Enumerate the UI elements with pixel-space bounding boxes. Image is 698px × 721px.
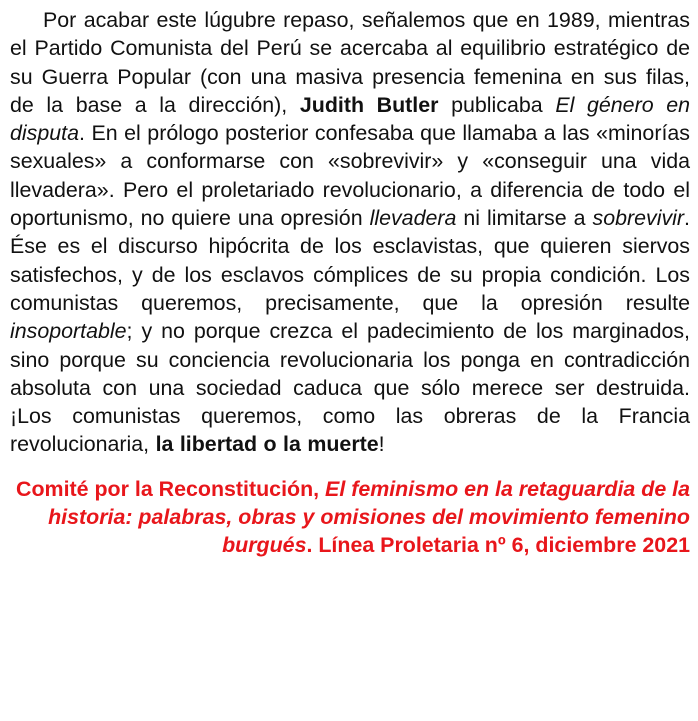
emphasis-sobrevivir: sobrevivir — [592, 206, 685, 231]
text-segment-5: . Ése es el discurso hipócrita de los esclavistas, que quieren siervos satisfechos, y de los esclavos cómplices de su propia condición. Los comunistas queremos, precisamente, que la opresión resulte — [10, 206, 690, 315]
document-page — [10, 6, 690, 560]
emphasis-llevadera: llevadera — [369, 206, 457, 231]
citation-rest: . Línea Proletaria nº 6, diciembre 2021 — [306, 533, 690, 558]
citation-title: El feminismo en la retaguardia de la historia: palabras, obras y omisiones del movimiento femenino burgués — [48, 476, 690, 558]
text-segment-1: Por acabar este lúgubre repaso, señalemos que en 1989, mientras el Partido Comunista del Perú se acercaba al equilibrio estratégico de su Guerra Popular (con una masiva presencia femenina en sus filas, de la base a la dirección), — [10, 8, 690, 117]
emphasis-insoportable: insoportable — [10, 319, 127, 344]
text-segment-4: ni limitarse a — [456, 206, 593, 231]
citation-org: Comité por la Reconstitución, — [16, 476, 326, 501]
text-segment-6: ; y no porque crezca el padecimiento de los marginados, sino porque su conciencia revolucionaria los ponga en contradicción absoluta con una sociedad caduca que sólo merece ser destruida. ¡Los comunistas queremos, como las obreras de la Francia revolucionaria, — [10, 319, 690, 457]
citation — [10, 475, 690, 560]
author-name: Judith Butler — [299, 92, 439, 117]
text-segment-3: . En el prólogo posterior confesaba que llamaba a las «minorías sexuales» a conformarse con «sobrevivir» y «conseguir una vida llevadera». Pero el proletariado revolucionario, a diferencia de todo el oportunismo, no quiere una opresión — [10, 121, 690, 231]
text-segment-2: publicaba — [438, 92, 556, 117]
slogan: la libertad o la muerte — [155, 432, 379, 457]
text-segment-7: ! — [378, 432, 385, 457]
body-paragraph — [10, 6, 690, 459]
book-title: El género en disputa — [10, 92, 691, 146]
